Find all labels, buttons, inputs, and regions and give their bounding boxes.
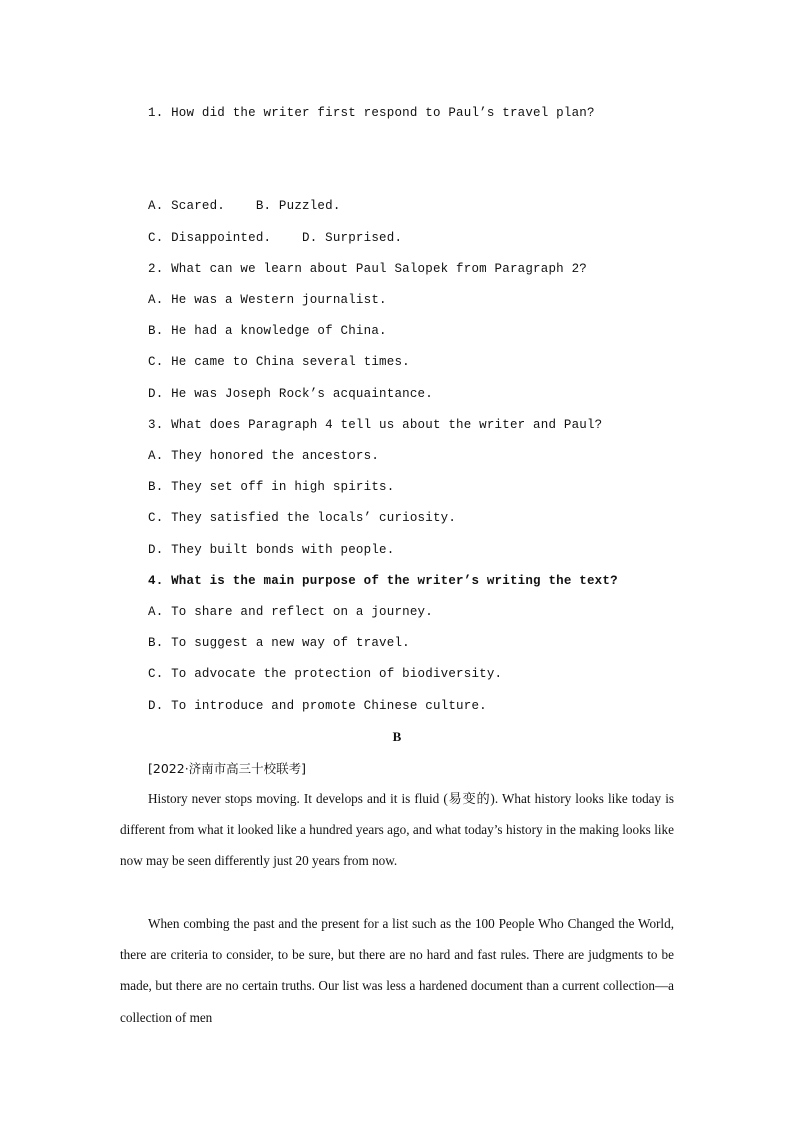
question-2-option-a: A. He was a Western journalist. — [148, 293, 387, 307]
question-2-option-c: C. He came to China several times. — [148, 355, 410, 369]
passage-paragraph-2: When combing the past and the present for a list such as the 100 People Who Changed the World, there are criteria to consider, to be sure, but there are no hard and fast rules. There are judgments to be made, but there are no certain truths. Our list was less a hardened document than a current collection—a collection of men — [120, 916, 674, 1025]
question-4-option-c: C. To advocate the protection of biodiversity. — [148, 667, 503, 681]
passage-source: [2022·济南市高三十校联考] — [148, 761, 307, 776]
question-3-option-c: C. They satisfied the locals’ curiosity. — [148, 511, 457, 525]
question-4-option-a: A. To share and reflect on a journey. — [148, 605, 433, 619]
question-4-option-d: D. To introduce and promote Chinese culture. — [148, 699, 487, 713]
section-label: B — [392, 729, 402, 744]
question-3-option-d: D. They built bonds with people. — [148, 543, 395, 557]
question-1-options-row-2: C. Disappointed. D. Surprised. — [148, 231, 403, 245]
question-1-stem: 1. How did the writer first respond to Paul’s travel plan? — [148, 106, 595, 120]
passage-paragraph-1: History never stops moving. It develops and it is fluid (易变的). What history looks like today is different from what it looked like a hundred years ago, and what today’s history in the making looks like now may be seen differently just 20 years from now. — [120, 791, 674, 869]
question-3-stem: 3. What does Paragraph 4 tell us about the writer and Paul? — [148, 418, 603, 432]
question-4-stem: 4. What is the main purpose of the writer’s writing the text? — [148, 574, 618, 588]
question-3-option-b: B. They set off in high spirits. — [148, 480, 395, 494]
question-4-option-b: B. To suggest a new way of travel. — [148, 636, 410, 650]
question-2-option-d: D. He was Joseph Rock’s acquaintance. — [148, 387, 433, 401]
question-2-stem: 2. What can we learn about Paul Salopek from Paragraph 2? — [148, 262, 587, 276]
question-1-options-row-1: A. Scared. B. Puzzled. — [148, 199, 341, 213]
question-2-option-b: B. He had a knowledge of China. — [148, 324, 387, 338]
question-3-option-a: A. They honored the ancestors. — [148, 449, 380, 463]
